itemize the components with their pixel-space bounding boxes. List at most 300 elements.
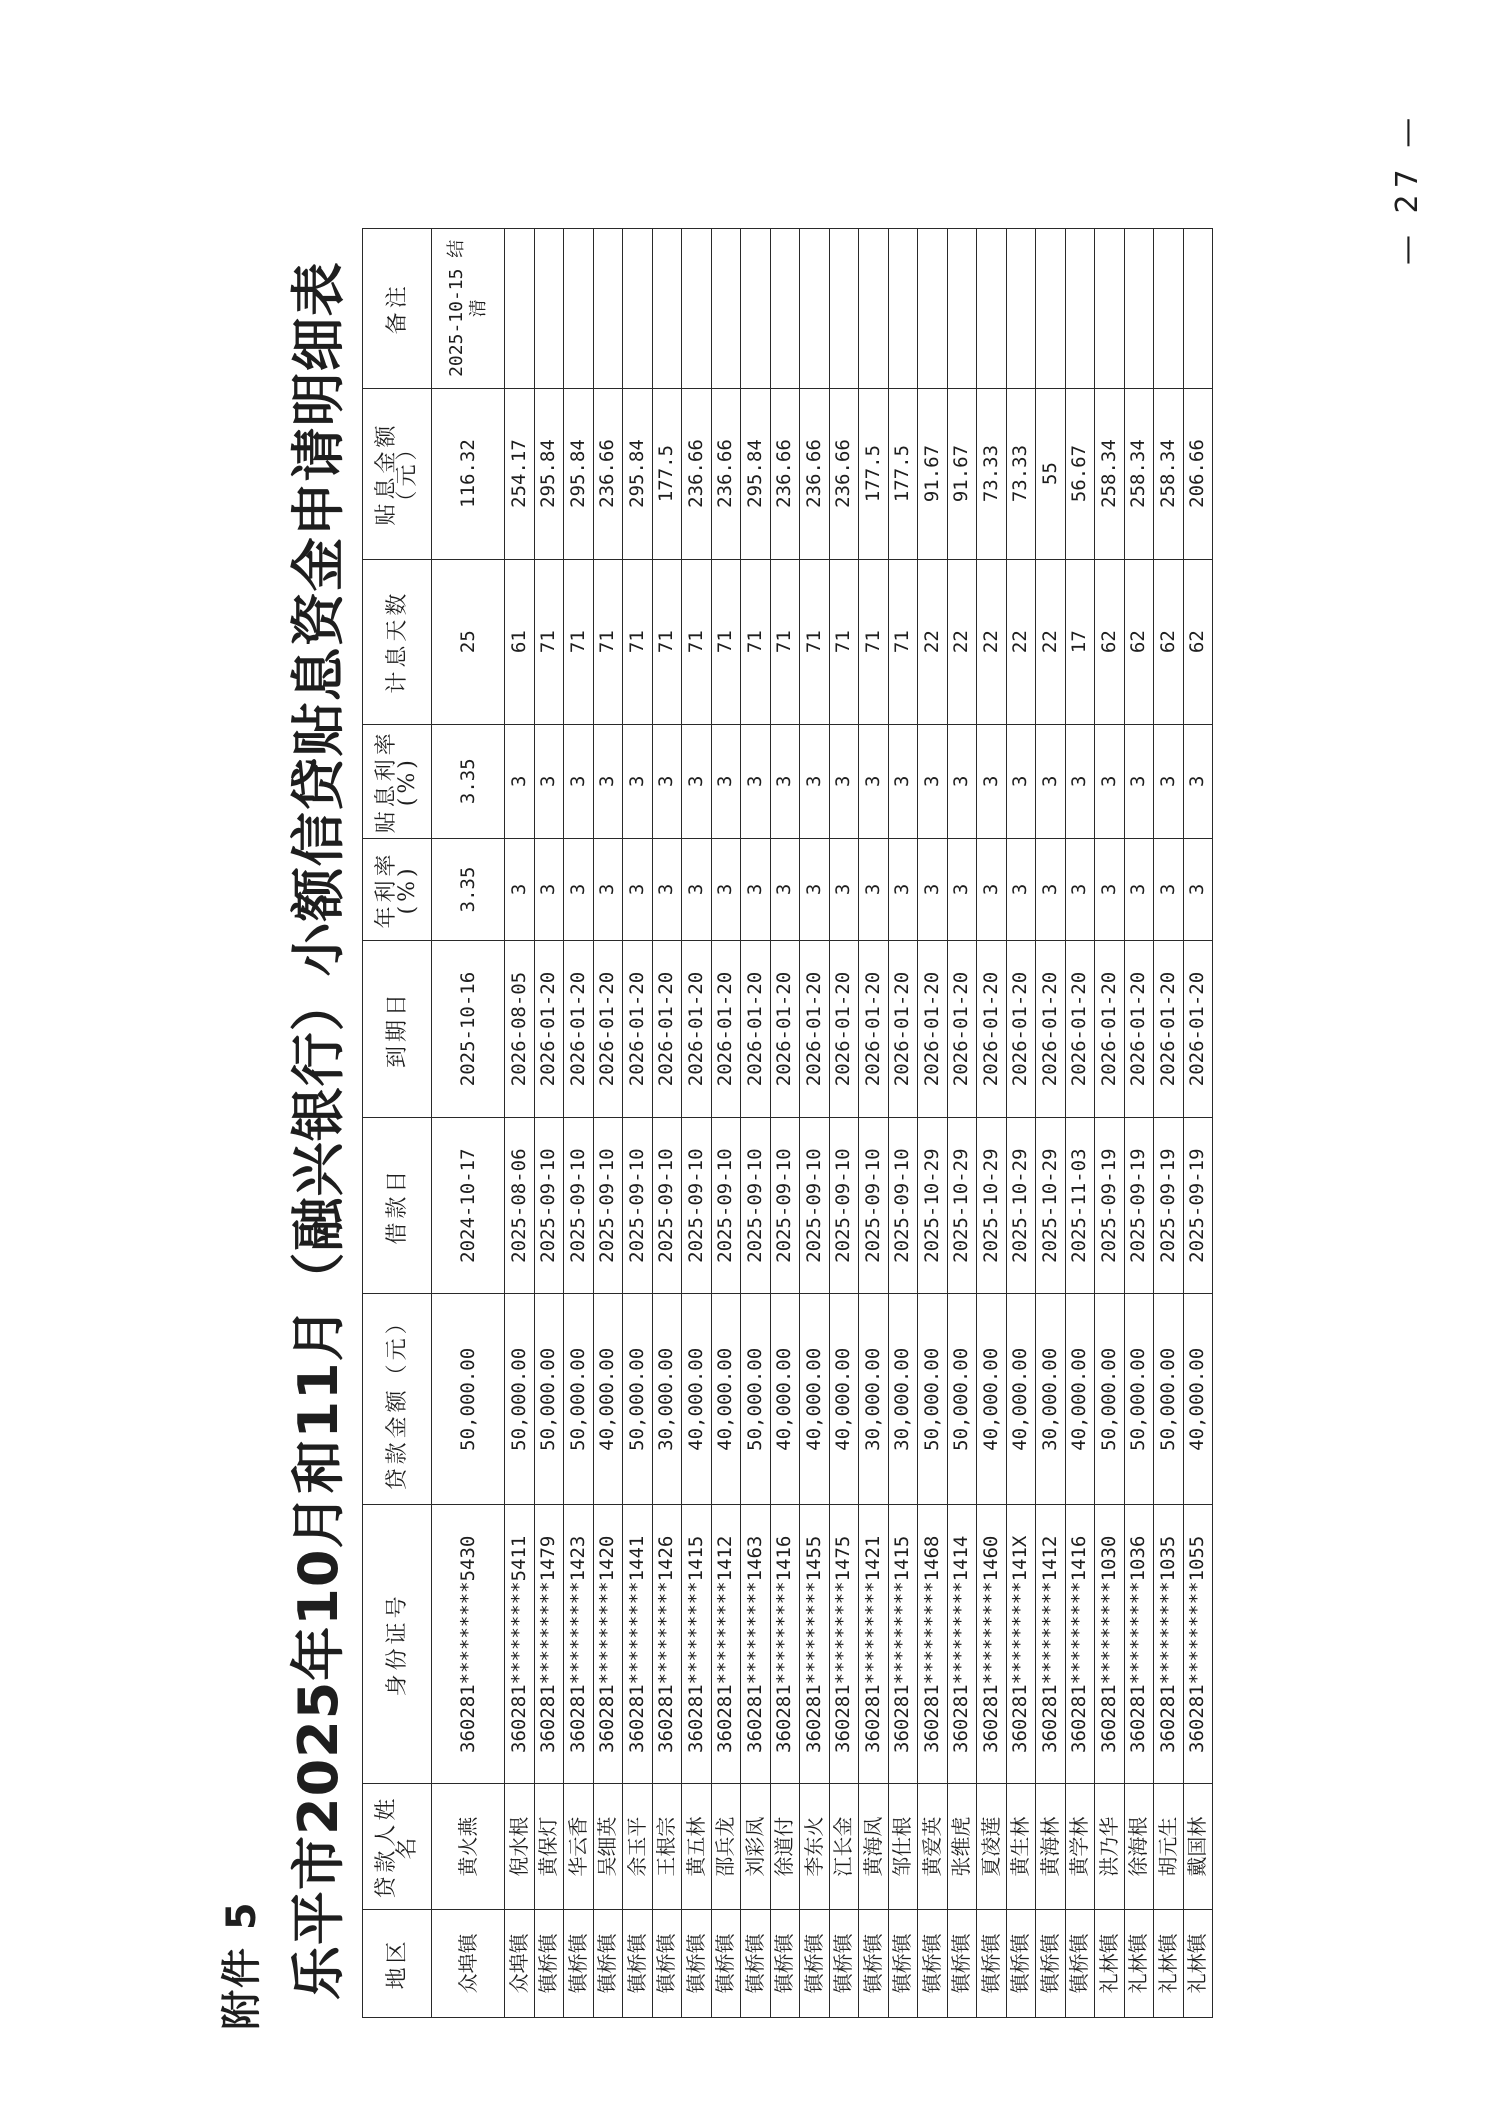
loan-date-cell: 2025-09-10 (800, 1117, 830, 1294)
subsidy-amount-cell: 236.66 (593, 388, 623, 559)
attachment-label: 附件 5 (219, 1900, 265, 2030)
remark-cell (888, 229, 918, 389)
subsidy-rate-cell: 3 (1154, 724, 1184, 838)
annual-rate-cell: 3 (741, 838, 771, 941)
annual-rate-cell: 3 (800, 838, 830, 941)
due-date-cell: 2026-01-20 (1154, 941, 1184, 1118)
column-header: 贷款金额（元） (363, 1294, 432, 1505)
subsidy-rate-cell: 3 (1095, 724, 1125, 838)
subsidy-amount-cell: 73.33 (1006, 388, 1036, 559)
loan-amount-cell: 50,000.00 (505, 1294, 535, 1505)
loan-amount-cell: 50,000.00 (564, 1294, 594, 1505)
id-number-cell: 360281*********1036 (1124, 1505, 1154, 1784)
subsidy-rate-cell: 3 (505, 724, 535, 838)
subsidy-amount-cell: 258.34 (1095, 388, 1125, 559)
region-cell: 镇桥镇 (770, 1909, 800, 2017)
column-header: 贷款人姓名 (363, 1784, 432, 1909)
loan-date-cell: 2025-10-29 (918, 1117, 948, 1294)
subsidy-rate-cell: 3 (534, 724, 564, 838)
column-header: 地区 (363, 1909, 432, 2017)
page-title: 乐平市2025年10月和11月（融兴银行）小额信贷贴息资金申请明细表 (287, 261, 350, 2000)
table-row (770, 229, 800, 2018)
id-number-cell: 360281*********1412 (1036, 1505, 1066, 1784)
due-date-cell: 2026-01-20 (1006, 941, 1036, 1118)
loan-amount-cell: 50,000.00 (1124, 1294, 1154, 1505)
subsidy-table (362, 228, 1213, 2018)
borrower-name-cell: 邹仕根 (888, 1784, 918, 1909)
table-row (682, 229, 712, 2018)
borrower-name-cell: 黄火燕 (432, 1784, 505, 1909)
table-row (432, 229, 505, 2018)
loan-date-cell: 2025-09-19 (1124, 1117, 1154, 1294)
table-row (623, 229, 653, 2018)
annual-rate-cell: 3 (947, 838, 977, 941)
table-body (432, 229, 1213, 2018)
remark-cell (859, 229, 889, 389)
borrower-name-cell: 黄保灯 (534, 1784, 564, 1909)
table-row (741, 229, 771, 2018)
interest-days-cell: 71 (770, 559, 800, 724)
subsidy-amount-cell: 295.84 (623, 388, 653, 559)
id-number-cell: 360281*********1455 (800, 1505, 830, 1784)
interest-days-cell: 71 (741, 559, 771, 724)
table-row (1036, 229, 1066, 2018)
id-number-cell: 360281*********1468 (918, 1505, 948, 1784)
id-number-cell: 360281*********1479 (534, 1505, 564, 1784)
due-date-cell: 2026-01-20 (564, 941, 594, 1118)
borrower-name-cell: 邵兵龙 (711, 1784, 741, 1909)
remark-cell (741, 229, 771, 389)
remark-cell (652, 229, 682, 389)
subsidy-amount-cell: 236.66 (682, 388, 712, 559)
due-date-cell: 2026-01-20 (1065, 941, 1095, 1118)
subsidy-rate-cell: 3 (711, 724, 741, 838)
subsidy-amount-cell: 258.34 (1124, 388, 1154, 559)
loan-amount-cell: 40,000.00 (593, 1294, 623, 1505)
loan-date-cell: 2025-09-19 (1183, 1117, 1213, 1294)
loan-date-cell: 2025-09-19 (1154, 1117, 1184, 1294)
table-row (1095, 229, 1125, 2018)
table-row (652, 229, 682, 2018)
region-cell: 镇桥镇 (741, 1909, 771, 2017)
region-cell: 镇桥镇 (918, 1909, 948, 2017)
table-row (1154, 229, 1184, 2018)
id-number-cell: 360281*********141X (1006, 1505, 1036, 1784)
borrower-name-cell: 李东火 (800, 1784, 830, 1909)
id-number-cell: 360281*********1416 (770, 1505, 800, 1784)
region-cell: 镇桥镇 (711, 1909, 741, 2017)
loan-amount-cell: 50,000.00 (947, 1294, 977, 1505)
annual-rate-cell: 3 (859, 838, 889, 941)
loan-date-cell: 2025-09-10 (859, 1117, 889, 1294)
annual-rate-cell: 3 (1154, 838, 1184, 941)
borrower-name-cell: 王根宗 (652, 1784, 682, 1909)
remark-cell (1095, 229, 1125, 389)
loan-date-cell: 2025-09-10 (888, 1117, 918, 1294)
due-date-cell: 2026-01-20 (623, 941, 653, 1118)
due-date-cell: 2026-01-20 (800, 941, 830, 1118)
annual-rate-cell: 3 (918, 838, 948, 941)
region-cell: 镇桥镇 (1065, 1909, 1095, 2017)
annual-rate-cell: 3 (1124, 838, 1154, 941)
region-cell: 镇桥镇 (1006, 1909, 1036, 2017)
loan-amount-cell: 40,000.00 (977, 1294, 1007, 1505)
interest-days-cell: 71 (829, 559, 859, 724)
annual-rate-cell: 3 (770, 838, 800, 941)
column-header: 贴息利率(%) (363, 724, 432, 838)
interest-days-cell: 71 (711, 559, 741, 724)
id-number-cell: 360281*********1423 (564, 1505, 594, 1784)
remark-cell (1124, 229, 1154, 389)
loan-date-cell: 2025-09-10 (741, 1117, 771, 1294)
remark-cell (1036, 229, 1066, 389)
annual-rate-cell: 3 (1183, 838, 1213, 941)
borrower-name-cell: 黄海林 (1036, 1784, 1066, 1909)
table-row (888, 229, 918, 2018)
table-row (859, 229, 889, 2018)
subsidy-amount-cell: 177.5 (888, 388, 918, 559)
subsidy-amount-cell: 236.66 (711, 388, 741, 559)
subsidy-rate-cell: 3 (800, 724, 830, 838)
annual-rate-cell: 3.35 (432, 838, 505, 941)
interest-days-cell: 22 (1036, 559, 1066, 724)
due-date-cell: 2026-01-20 (770, 941, 800, 1118)
annual-rate-cell: 3 (1036, 838, 1066, 941)
loan-amount-cell: 40,000.00 (770, 1294, 800, 1505)
remark-cell (770, 229, 800, 389)
interest-days-cell: 25 (432, 559, 505, 724)
interest-days-cell: 71 (534, 559, 564, 724)
interest-days-cell: 71 (682, 559, 712, 724)
loan-amount-cell: 40,000.00 (711, 1294, 741, 1505)
subsidy-rate-cell: 3 (652, 724, 682, 838)
subsidy-rate-cell: 3 (1124, 724, 1154, 838)
id-number-cell: 360281*********5430 (432, 1505, 505, 1784)
region-cell: 礼林镇 (1183, 1909, 1213, 2017)
id-number-cell: 360281*********1414 (947, 1505, 977, 1784)
borrower-name-cell: 华云香 (564, 1784, 594, 1909)
interest-days-cell: 22 (977, 559, 1007, 724)
table-row (947, 229, 977, 2018)
due-date-cell: 2026-01-20 (977, 941, 1007, 1118)
remark-cell (682, 229, 712, 389)
table-row (1124, 229, 1154, 2018)
remark-cell (1006, 229, 1036, 389)
table-row (1183, 229, 1213, 2018)
remark-cell (593, 229, 623, 389)
id-number-cell: 360281*********1415 (888, 1505, 918, 1784)
loan-amount-cell: 30,000.00 (859, 1294, 889, 1505)
annual-rate-cell: 3 (888, 838, 918, 941)
remark-cell (1154, 229, 1184, 389)
loan-amount-cell: 40,000.00 (800, 1294, 830, 1505)
interest-days-cell: 71 (800, 559, 830, 724)
borrower-name-cell: 洪乃华 (1095, 1784, 1125, 1909)
id-number-cell: 360281*********5411 (505, 1505, 535, 1784)
due-date-cell: 2026-01-20 (682, 941, 712, 1118)
subsidy-amount-cell: 258.34 (1154, 388, 1184, 559)
annual-rate-cell: 3 (593, 838, 623, 941)
subsidy-amount-cell: 254.17 (505, 388, 535, 559)
subsidy-amount-cell: 206.66 (1183, 388, 1213, 559)
due-date-cell: 2026-01-20 (1124, 941, 1154, 1118)
loan-amount-cell: 40,000.00 (1183, 1294, 1213, 1505)
borrower-name-cell: 余玉平 (623, 1784, 653, 1909)
loan-date-cell: 2025-11-03 (1065, 1117, 1095, 1294)
loan-date-cell: 2025-09-10 (711, 1117, 741, 1294)
subsidy-amount-cell: 91.67 (918, 388, 948, 559)
subsidy-rate-cell: 3 (623, 724, 653, 838)
region-cell: 礼林镇 (1154, 1909, 1184, 2017)
loan-amount-cell: 50,000.00 (432, 1294, 505, 1505)
annual-rate-cell: 3 (652, 838, 682, 941)
borrower-name-cell: 黄海凤 (859, 1784, 889, 1909)
interest-days-cell: 61 (505, 559, 535, 724)
remark-cell (505, 229, 535, 389)
subsidy-amount-cell: 73.33 (977, 388, 1007, 559)
remark-cell (534, 229, 564, 389)
subsidy-amount-cell: 177.5 (859, 388, 889, 559)
interest-days-cell: 17 (1065, 559, 1095, 724)
borrower-name-cell: 戴国林 (1183, 1784, 1213, 1909)
id-number-cell: 360281*********1055 (1183, 1505, 1213, 1784)
table-row (977, 229, 1007, 2018)
loan-amount-cell: 50,000.00 (1095, 1294, 1125, 1505)
subsidy-rate-cell: 3 (593, 724, 623, 838)
id-number-cell: 360281*********1416 (1065, 1505, 1095, 1784)
region-cell: 众埠镇 (432, 1909, 505, 2017)
id-number-cell: 360281*********1035 (1154, 1505, 1184, 1784)
table-row (800, 229, 830, 2018)
annual-rate-cell: 3 (623, 838, 653, 941)
borrower-name-cell: 倪水根 (505, 1784, 535, 1909)
borrower-name-cell: 黄爱英 (918, 1784, 948, 1909)
table-row (829, 229, 859, 2018)
loan-amount-cell: 30,000.00 (652, 1294, 682, 1505)
region-cell: 镇桥镇 (888, 1909, 918, 2017)
interest-days-cell: 62 (1183, 559, 1213, 724)
loan-amount-cell: 40,000.00 (1065, 1294, 1095, 1505)
interest-days-cell: 62 (1095, 559, 1125, 724)
interest-days-cell: 22 (918, 559, 948, 724)
region-cell: 众埠镇 (505, 1909, 535, 2017)
table-row (711, 229, 741, 2018)
due-date-cell: 2026-01-20 (593, 941, 623, 1118)
id-number-cell: 360281*********1415 (682, 1505, 712, 1784)
borrower-name-cell: 夏凌莲 (977, 1784, 1007, 1909)
borrower-name-cell: 徐海根 (1124, 1784, 1154, 1909)
loan-amount-cell: 40,000.00 (829, 1294, 859, 1505)
annual-rate-cell: 3 (534, 838, 564, 941)
subsidy-rate-cell: 3 (770, 724, 800, 838)
due-date-cell: 2025-10-16 (432, 941, 505, 1118)
loan-amount-cell: 50,000.00 (918, 1294, 948, 1505)
remark-cell (1065, 229, 1095, 389)
annual-rate-cell: 3 (505, 838, 535, 941)
column-header: 身份证号 (363, 1505, 432, 1784)
interest-days-cell: 22 (947, 559, 977, 724)
region-cell: 礼林镇 (1095, 1909, 1125, 2017)
due-date-cell: 2026-01-20 (888, 941, 918, 1118)
subsidy-rate-cell: 3 (888, 724, 918, 838)
due-date-cell: 2026-01-20 (711, 941, 741, 1118)
id-number-cell: 360281*********1412 (711, 1505, 741, 1784)
due-date-cell: 2026-08-05 (505, 941, 535, 1118)
subsidy-rate-cell: 3 (741, 724, 771, 838)
remark-cell (564, 229, 594, 389)
subsidy-amount-cell: 56.67 (1065, 388, 1095, 559)
column-header: 计息天数 (363, 559, 432, 724)
region-cell: 礼林镇 (1124, 1909, 1154, 2017)
region-cell: 镇桥镇 (947, 1909, 977, 2017)
subsidy-rate-cell: 3 (1065, 724, 1095, 838)
interest-days-cell: 71 (623, 559, 653, 724)
loan-date-cell: 2025-08-06 (505, 1117, 535, 1294)
subsidy-rate-cell: 3 (682, 724, 712, 838)
due-date-cell: 2026-01-20 (652, 941, 682, 1118)
table-row (1006, 229, 1036, 2018)
interest-days-cell: 71 (859, 559, 889, 724)
table-row (564, 229, 594, 2018)
remark-cell (829, 229, 859, 389)
region-cell: 镇桥镇 (623, 1909, 653, 2017)
interest-days-cell: 62 (1154, 559, 1184, 724)
annual-rate-cell: 3 (711, 838, 741, 941)
loan-amount-cell: 30,000.00 (1036, 1294, 1066, 1505)
subsidy-rate-cell: 3 (977, 724, 1007, 838)
loan-date-cell: 2025-09-10 (829, 1117, 859, 1294)
borrower-name-cell: 黄生林 (1006, 1784, 1036, 1909)
column-header: 备注 (363, 229, 432, 389)
page-number: — 27 — (1390, 111, 1425, 265)
subsidy-amount-cell: 236.66 (770, 388, 800, 559)
column-header: 到期日 (363, 941, 432, 1118)
table-row (593, 229, 623, 2018)
loan-date-cell: 2025-09-10 (652, 1117, 682, 1294)
loan-date-cell: 2025-09-10 (593, 1117, 623, 1294)
loan-date-cell: 2025-09-10 (682, 1117, 712, 1294)
loan-date-cell: 2025-10-29 (1006, 1117, 1036, 1294)
subsidy-amount-cell: 295.84 (564, 388, 594, 559)
remark-cell (623, 229, 653, 389)
loan-date-cell: 2025-09-10 (770, 1117, 800, 1294)
header-row (363, 229, 432, 2018)
annual-rate-cell: 3 (682, 838, 712, 941)
region-cell: 镇桥镇 (682, 1909, 712, 2017)
loan-date-cell: 2025-10-29 (977, 1117, 1007, 1294)
table-row (534, 229, 564, 2018)
column-header: 年利率(%) (363, 838, 432, 941)
subsidy-rate-cell: 3 (918, 724, 948, 838)
loan-amount-cell: 50,000.00 (623, 1294, 653, 1505)
annual-rate-cell: 3 (1006, 838, 1036, 941)
loan-date-cell: 2025-10-29 (947, 1117, 977, 1294)
loan-date-cell: 2025-09-19 (1095, 1117, 1125, 1294)
remark-cell (1183, 229, 1213, 389)
remark-cell (918, 229, 948, 389)
region-cell: 镇桥镇 (564, 1909, 594, 2017)
subsidy-amount-cell: 177.5 (652, 388, 682, 559)
region-cell: 镇桥镇 (534, 1909, 564, 2017)
subsidy-amount-cell: 295.84 (741, 388, 771, 559)
due-date-cell: 2026-01-20 (1183, 941, 1213, 1118)
interest-days-cell: 22 (1006, 559, 1036, 724)
loan-amount-cell: 50,000.00 (534, 1294, 564, 1505)
table-header (363, 229, 432, 2018)
table-row (1065, 229, 1095, 2018)
due-date-cell: 2026-01-20 (534, 941, 564, 1118)
remark-cell (800, 229, 830, 389)
subsidy-amount-cell: 236.66 (800, 388, 830, 559)
loan-date-cell: 2025-09-10 (564, 1117, 594, 1294)
subsidy-rate-cell: 3 (1006, 724, 1036, 838)
column-header: 贴息金额（元） (363, 388, 432, 559)
region-cell: 镇桥镇 (829, 1909, 859, 2017)
annual-rate-cell: 3 (977, 838, 1007, 941)
region-cell: 镇桥镇 (1036, 1909, 1066, 2017)
interest-days-cell: 71 (564, 559, 594, 724)
region-cell: 镇桥镇 (859, 1909, 889, 2017)
id-number-cell: 360281*********1463 (741, 1505, 771, 1784)
interest-days-cell: 71 (888, 559, 918, 724)
subsidy-rate-cell: 3 (1183, 724, 1213, 838)
due-date-cell: 2026-01-20 (1095, 941, 1125, 1118)
loan-date-cell: 2024-10-17 (432, 1117, 505, 1294)
loan-date-cell: 2025-09-10 (623, 1117, 653, 1294)
subsidy-rate-cell: 3 (1036, 724, 1066, 838)
id-number-cell: 360281*********1030 (1095, 1505, 1125, 1784)
id-number-cell: 360281*********1475 (829, 1505, 859, 1784)
interest-days-cell: 71 (652, 559, 682, 724)
due-date-cell: 2026-01-20 (918, 941, 948, 1118)
due-date-cell: 2026-01-20 (829, 941, 859, 1118)
loan-date-cell: 2025-10-29 (1036, 1117, 1066, 1294)
subsidy-rate-cell: 3 (947, 724, 977, 838)
remark-cell (711, 229, 741, 389)
borrower-name-cell: 吴细英 (593, 1784, 623, 1909)
subsidy-amount-cell: 295.84 (534, 388, 564, 559)
id-number-cell: 360281*********1426 (652, 1505, 682, 1784)
loan-amount-cell: 40,000.00 (682, 1294, 712, 1505)
loan-amount-cell: 40,000.00 (1006, 1294, 1036, 1505)
borrower-name-cell: 江长金 (829, 1784, 859, 1909)
loan-amount-cell: 50,000.00 (1154, 1294, 1184, 1505)
due-date-cell: 2026-01-20 (859, 941, 889, 1118)
region-cell: 镇桥镇 (800, 1909, 830, 2017)
subsidy-amount-cell: 116.32 (432, 388, 505, 559)
annual-rate-cell: 3 (564, 838, 594, 941)
borrower-name-cell: 黄五林 (682, 1784, 712, 1909)
due-date-cell: 2026-01-20 (947, 941, 977, 1118)
annual-rate-cell: 3 (1065, 838, 1095, 941)
borrower-name-cell: 刘彩凤 (741, 1784, 771, 1909)
loan-amount-cell: 50,000.00 (741, 1294, 771, 1505)
borrower-name-cell: 徐道付 (770, 1784, 800, 1909)
remark-cell (947, 229, 977, 389)
subsidy-rate-cell: 3 (859, 724, 889, 838)
annual-rate-cell: 3 (829, 838, 859, 941)
rotated-page (200, 60, 1450, 2030)
table-row (505, 229, 535, 2018)
remark-cell: 2025-10-15 结清 (432, 229, 505, 389)
loan-date-cell: 2025-09-10 (534, 1117, 564, 1294)
region-cell: 镇桥镇 (977, 1909, 1007, 2017)
interest-days-cell: 62 (1124, 559, 1154, 724)
due-date-cell: 2026-01-20 (1036, 941, 1066, 1118)
subsidy-rate-cell: 3.35 (432, 724, 505, 838)
borrower-name-cell: 胡元生 (1154, 1784, 1184, 1909)
annual-rate-cell: 3 (1095, 838, 1125, 941)
